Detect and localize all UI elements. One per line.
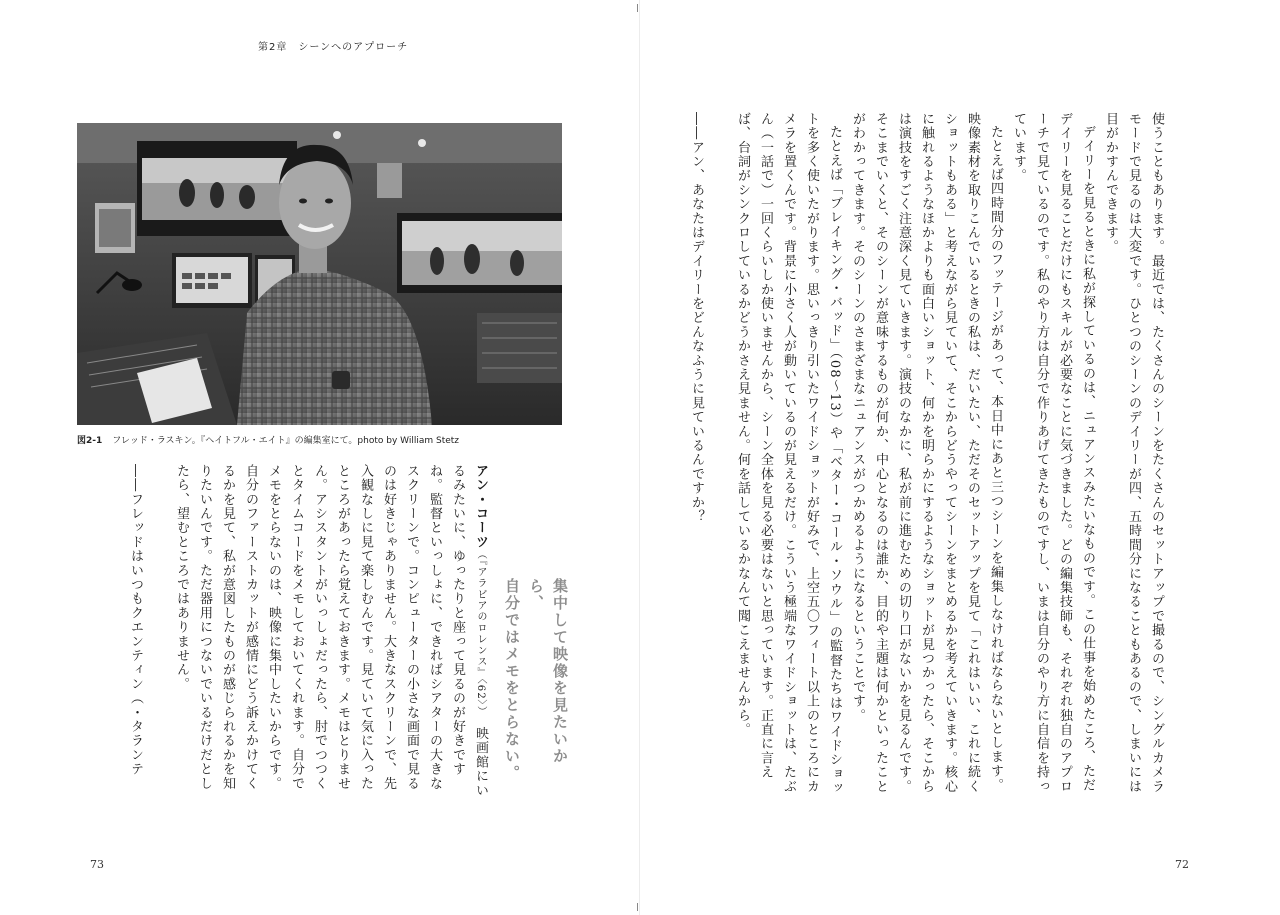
right-body-text [689, 112, 1168, 802]
paragraph-4: たとえば「ブレイキング・バッド」（08〜13）や「ベター・コール・ソウル」の監督たちはワイドショットを多く使いたがります。思いっきり引いたワイドショットが好みで、上空五〇フィート以上のところにカメラを置くんです。背景に小さく人が動いているのが見えるだけ。こういう極端なワイドショットは、たぶん（一話で）一回くらいしか使いませんから、シーン全体を見る必要はないと思っています。正直に言えば、台詞がシンクロしているかどうかさえ見ません。何を話しているかなんて聞こえませんから。 [735, 112, 842, 796]
paragraph-1: 使うこともあります。最近では、たくさんのシーンをたくさんのセットアップで撮るので、シングルカメラモードで見るのは大変です。ひとつのシーンのデイリーが四、五時間分になることもあるので、しまいには目がかすんできます。 [1103, 112, 1164, 794]
editor-photo [77, 123, 562, 425]
figure-label: 図2-1 [77, 436, 103, 446]
interview-answer [170, 464, 492, 804]
speaker-name: アン・コーツ [473, 464, 488, 550]
crop-mark [637, 4, 638, 12]
left-body-text [67, 464, 492, 804]
pull-quote [500, 578, 572, 798]
pull-quote-line-1: 集中して映像を見たいから、 [527, 578, 569, 765]
interview-question-right: ――アン、あなたはデイリーをどんなふうに見ているんですか？ [689, 112, 704, 524]
figure-caption-text: フレッド・ラスキン。『ヘイトフル・エイト』の編集室にて。photo by William Stetz [112, 436, 460, 446]
figure-caption [77, 433, 459, 446]
running-head: 第2章 シーンへのアプローチ [258, 42, 409, 53]
paragraph-2: デイリーを見るときに私が探しているのは、ニュアンスみたいなものです。この仕事を始めたころ、ただデイリーを見ることだけにもスキルが必要なことに気づきました。どの編集技師も、それぞれ独自のアプローチで見ているのです。私のやり方は自分で作りあげてきたものですし、いまは自分のやり方に自信を持っています。 [1011, 112, 1095, 794]
answer-text: 映画館にいるみたいに、ゆったりと座って見るのが好きですね。監督といっしょに、できればシアターの大きなスクリーンで。コンピューターの小さな画面で見るのは好きじゃありません。大きなスクリーンで、先入観なしに見て楽しむんです。見ていて気に入ったところがあったら覚えておきます。メモはとりません。アシスタントがいっしょだったら、肘でつつくとタイムコードをメモしておいてくれます。自分でメモをとらないのは、映像に集中したいからです。自分のファーストカットが感情にどう訴えかけてくるかを見て、私が意図したものが感じられるかを知りたいんです。ただ器用につないでいるだけだとしたら、望むところではありません。 [174, 464, 488, 798]
page-number-left: 73 [90, 858, 104, 871]
crop-mark [637, 903, 638, 911]
paragraph-3: たとえば四時間分のフッテージがあって、本日中にあと三つシーンを編集しなければならないとします。映像素材を取りこんでいるときの私は、だいたい、ただそのセットアップを見て「これはいい、これに続くショットもある」と考えながら見ていて、そこからどうやってシーンをまとめるかを考えていきます。核心に触れるようなほかよりも面白いショット、何かを明らかにするようなショットが見つかったら、そこからは演技をすごく注意深く見ていきます。演技のなかに、私が前に進むための切り口がないかを見るんです。そこまでいくと、そのシーンが意味するものが何か、中心となるのは誰か、目的や主題は何かといったことがわかってきます。そのシーンのさまざまなニュアンスがつかめるようになるということです。 [850, 112, 1003, 794]
speaker-note: （『アラビアのロレンス』〈62〉） [475, 549, 486, 713]
right-page [640, 0, 1280, 915]
page-number-right: 72 [1175, 858, 1189, 871]
interview-question: ――フレッドはいつもクエンティン（・タランテ [128, 464, 143, 777]
pull-quote-line-2: 自分ではメモをとらない。 [503, 578, 521, 782]
